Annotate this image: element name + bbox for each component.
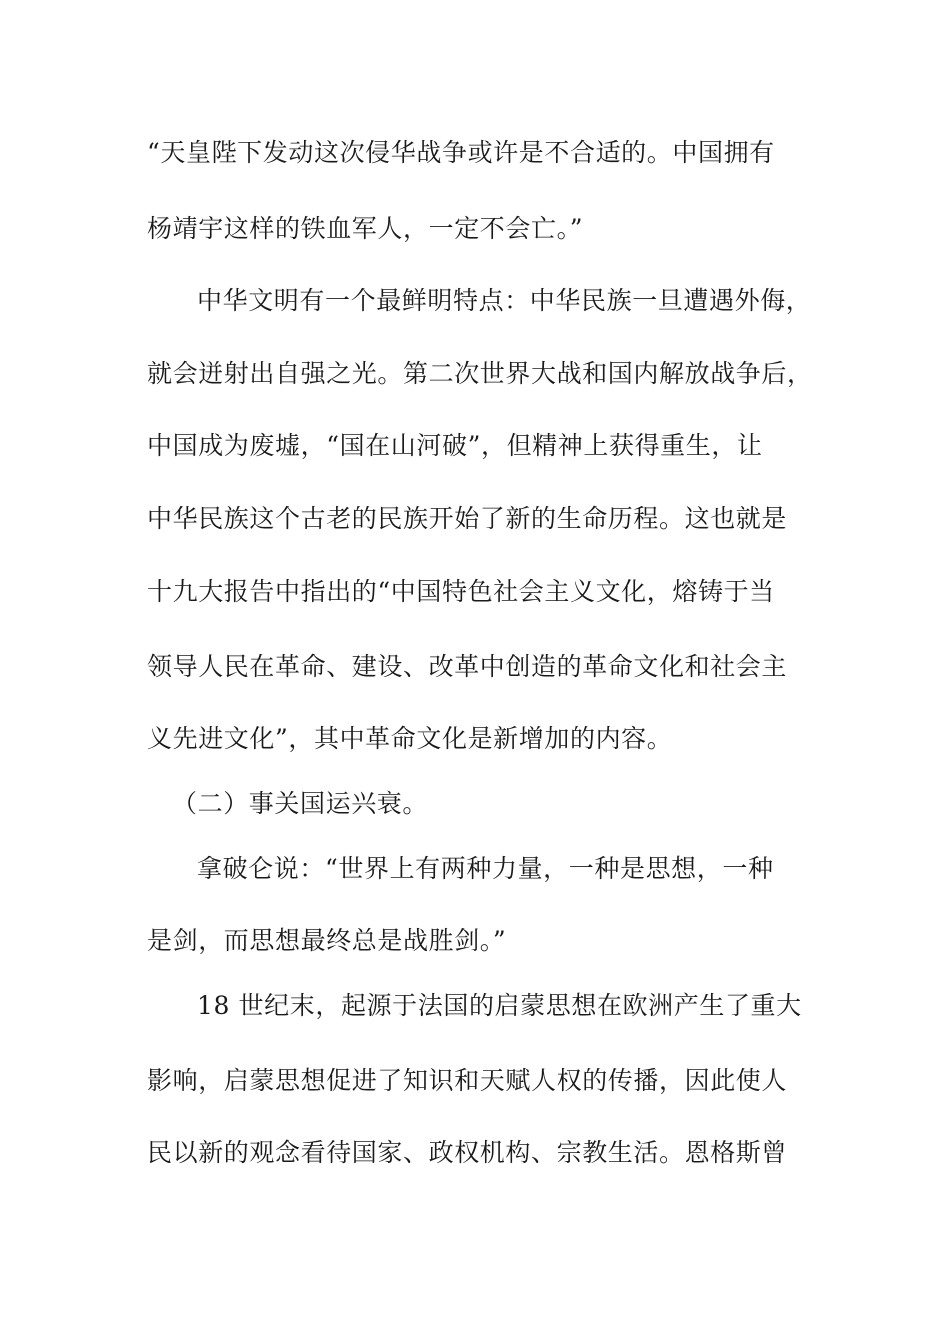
text-line: 领导人民在革命、建设、改革中创造的革命文化和社会主 [147,652,788,681]
text-line: 中华民族这个古老的民族开始了新的生命历程。这也就是 [147,504,788,533]
text-line: 就会迸射出自强之光。第二次世界大战和国内解放战争后， [147,359,813,388]
text-line: 是剑，而思想最终总是战胜剑。” [147,926,507,955]
paragraph-start-line: 18 世纪末，起源于法国的启蒙思想在欧洲产生了重大 [197,991,802,1020]
paragraph-start-line: 中华文明有一个最鲜明特点：中华民族一旦遭遇外侮， [197,286,812,315]
text-line: 民以新的观念看待国家、政权机构、宗教生活。恩格斯曾 [147,1138,788,1167]
text-line: 杨靖宇这样的铁血军人，一定不会亡。” [147,214,584,243]
text-line: “天皇陛下发动这次侵华战争或许是不合适的。中国拥有 [147,138,775,167]
text-line: 义先进文化”，其中革命文化是新增加的内容。 [147,724,673,753]
section-heading: （二）事关国运兴衰。 [172,789,429,818]
text-line: 中国成为废墟，“国在山河破”，但精神上获得重生，让 [147,431,763,460]
text-line: 十九大报告中指出的“中国特色社会主义文化，熔铸于当 [147,577,775,606]
text-line: 影响，启蒙思想促进了知识和天赋人权的传播，因此使人 [147,1066,788,1095]
paragraph-start-line: 拿破仑说：“世界上有两种力量，一种是思想，一种 [197,854,774,883]
